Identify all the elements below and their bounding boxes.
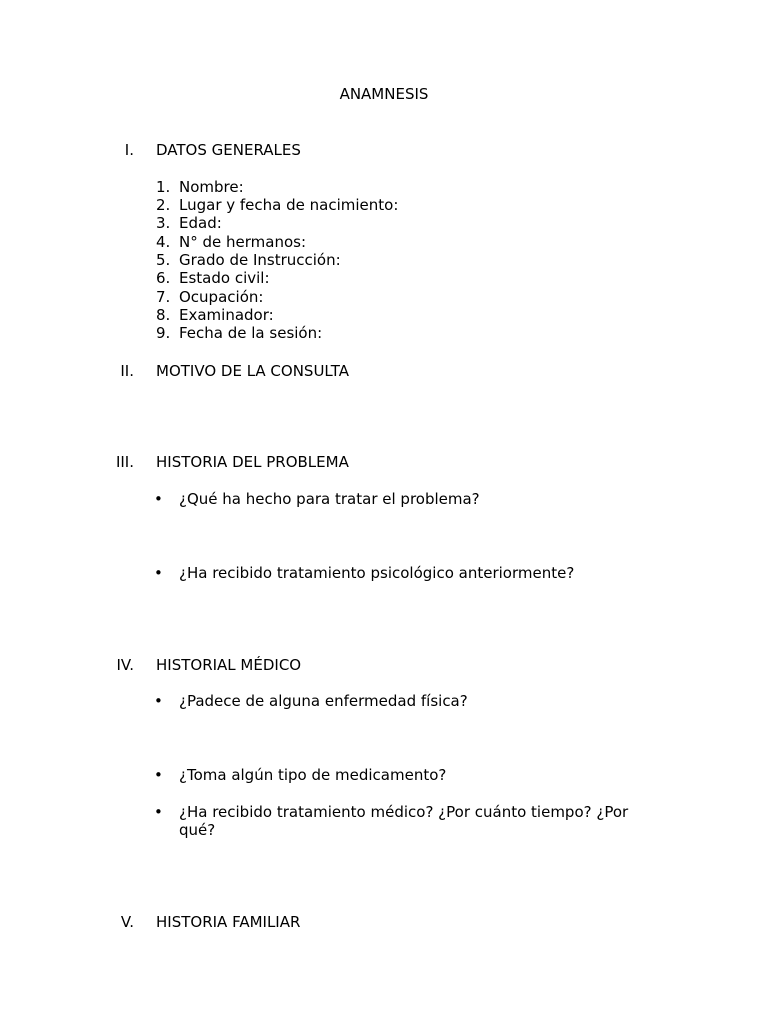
list-item-edad: Edad: xyxy=(179,214,222,232)
section-numeral: I. xyxy=(124,141,134,159)
list-item-hermanos: N° de hermanos: xyxy=(179,233,307,251)
list-item-number: 1. xyxy=(156,178,171,196)
list-item-number: 4. xyxy=(156,233,171,251)
list-item-number: 8. xyxy=(156,306,171,324)
list-item-number: 3. xyxy=(156,214,171,232)
bullet-marker: • xyxy=(154,490,163,508)
list-item-number: 2. xyxy=(156,196,171,214)
list-item-lugar-fecha: Lugar y fecha de nacimiento: xyxy=(179,196,399,214)
bullet-marker: • xyxy=(154,564,163,582)
section-numeral: III. xyxy=(115,453,134,471)
bullet-marker: • xyxy=(154,692,163,710)
bullet-item: ¿Padece de alguna enfermedad física? xyxy=(179,692,468,710)
bullet-item: ¿Ha recibido tratamiento médico? ¿Por cuánto tiempo? ¿Por qué? xyxy=(179,803,629,839)
list-item-fecha-sesion: Fecha de la sesión: xyxy=(179,324,323,342)
list-item-number: 9. xyxy=(156,324,171,342)
bullet-marker: • xyxy=(154,766,163,784)
bullet-item: ¿Qué ha hecho para tratar el problema? xyxy=(179,490,480,508)
list-item-nombre: Nombre: xyxy=(179,178,244,196)
list-item-estado-civil: Estado civil: xyxy=(179,269,270,287)
section-heading: HISTORIAL MÉDICO xyxy=(156,656,302,674)
list-item-ocupacion: Ocupación: xyxy=(179,288,264,306)
section-heading: MOTIVO DE LA CONSULTA xyxy=(156,362,349,380)
document-title: ANAMNESIS xyxy=(339,85,429,103)
section-heading: DATOS GENERALES xyxy=(156,141,301,159)
section-numeral: IV. xyxy=(116,656,134,674)
section-numeral: V. xyxy=(120,913,134,931)
section-heading: HISTORIA FAMILIAR xyxy=(156,913,301,931)
bullet-item: ¿Ha recibido tratamiento psicológico anteriormente? xyxy=(179,564,575,582)
list-item-number: 7. xyxy=(156,288,171,306)
list-item-examinador: Examinador: xyxy=(179,306,274,324)
section-numeral: II. xyxy=(120,362,134,380)
bullet-item: ¿Toma algún tipo de medicamento? xyxy=(179,766,447,784)
section-heading: HISTORIA DEL PROBLEMA xyxy=(156,453,349,471)
list-item-number: 5. xyxy=(156,251,171,269)
list-item-number: 6. xyxy=(156,269,171,287)
bullet-marker: • xyxy=(154,803,163,821)
list-item-grado: Grado de Instrucción: xyxy=(179,251,341,269)
